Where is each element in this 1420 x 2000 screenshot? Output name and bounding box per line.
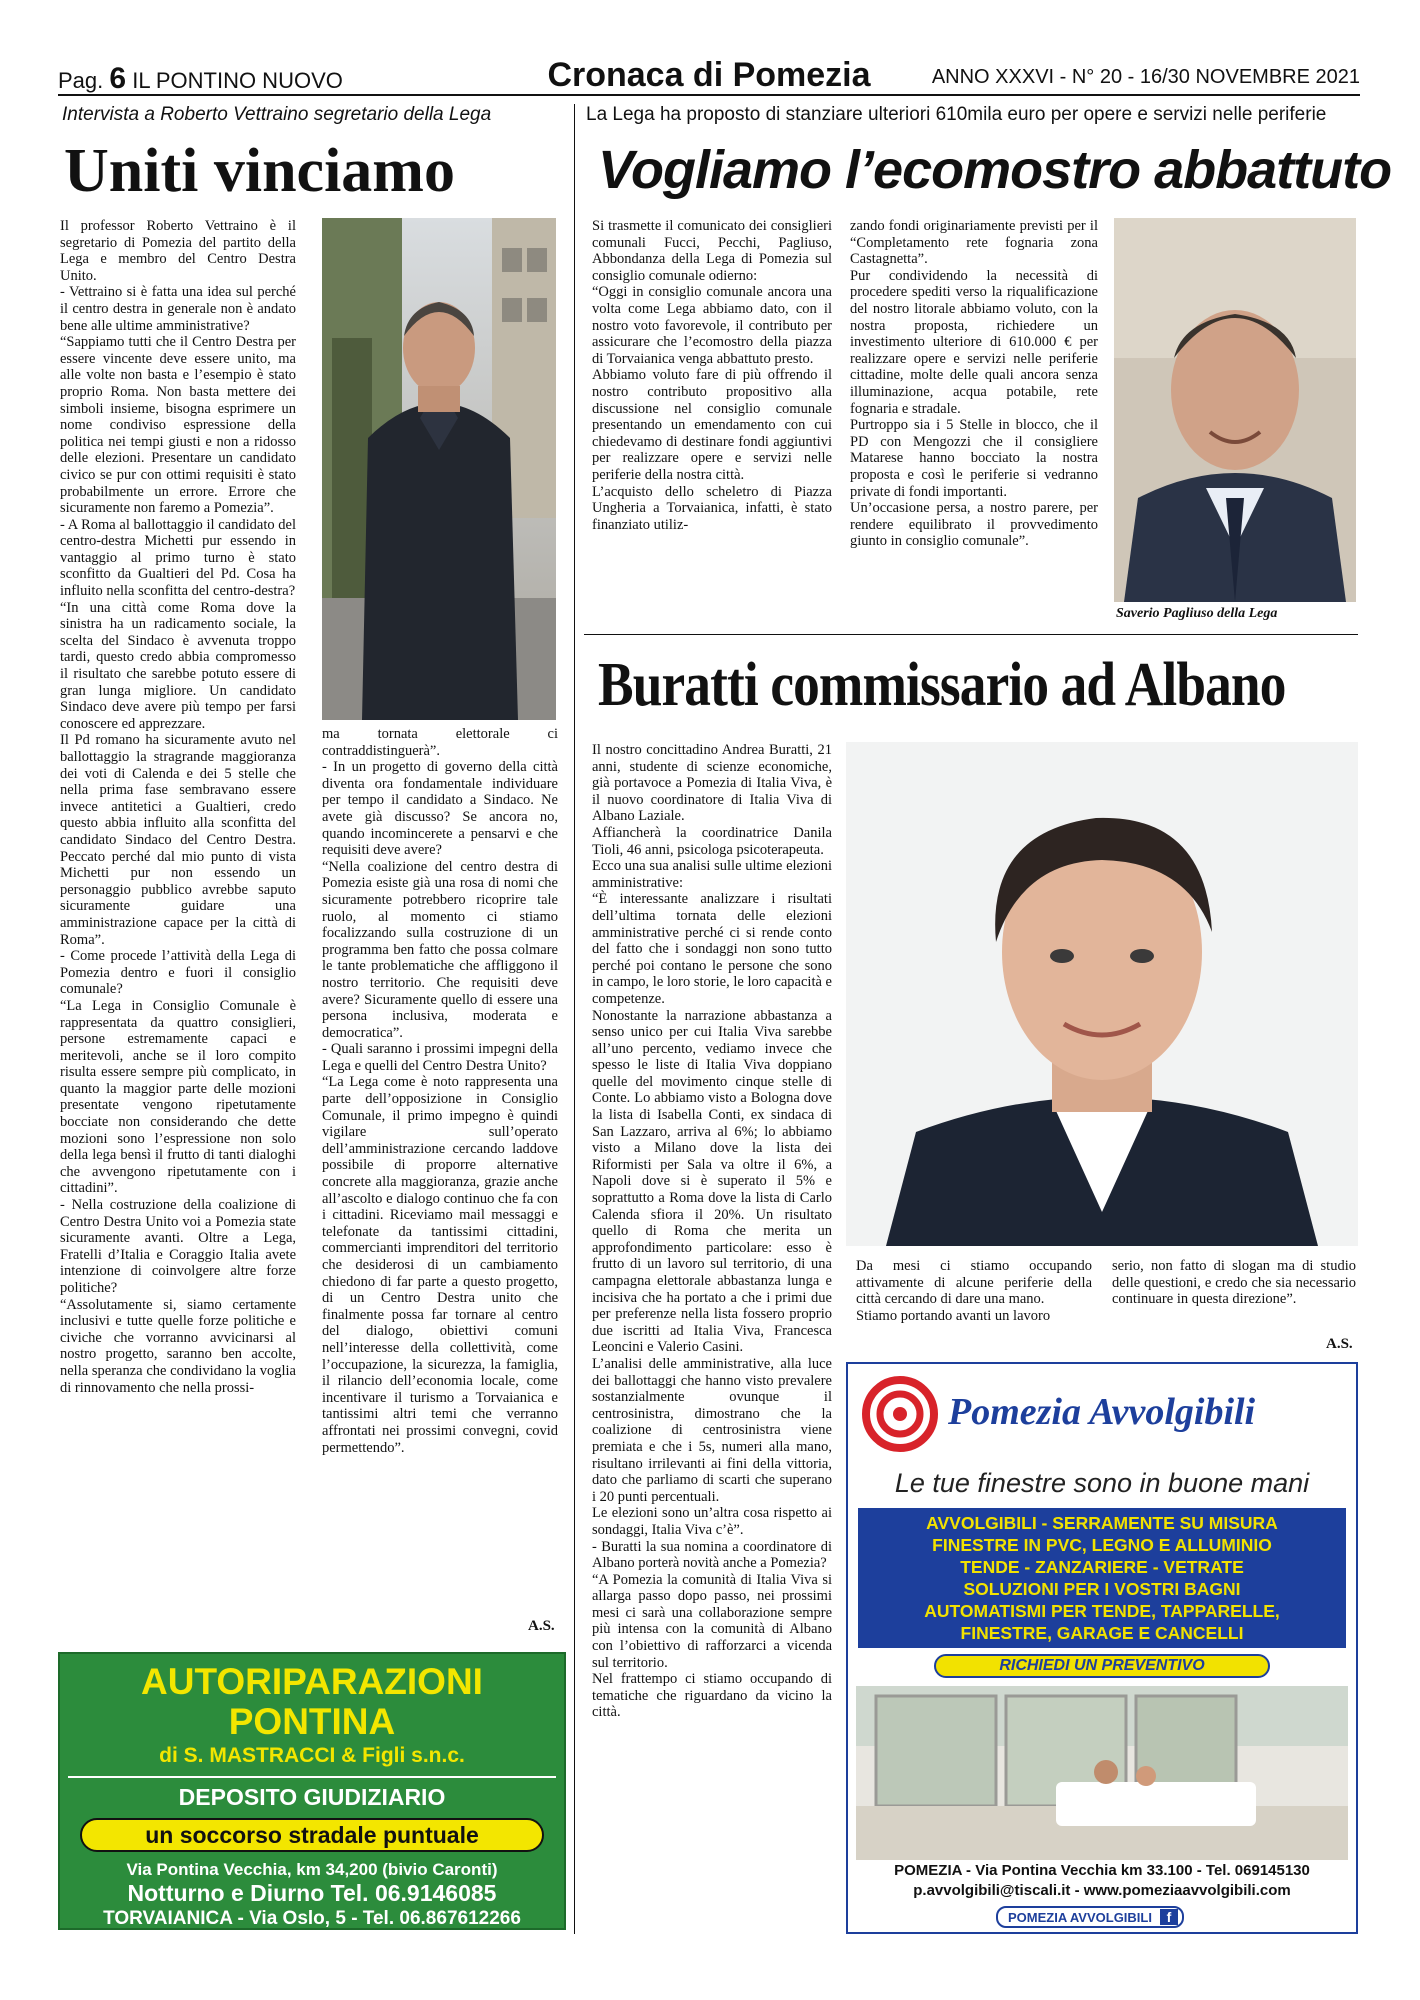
- ad2-service-line: AUTOMATISMI PER TENDE, TAPPARELLE,: [924, 1601, 1280, 1621]
- article3-column-3: serio, non fatto di slogan ma di studio delle questioni, e credo che sia necessario continuare in questa direzione”.: [1112, 1258, 1356, 1308]
- ad-autoriparazioni: [58, 1652, 566, 1930]
- ad2-service-line: SOLUZIONI PER I VOSTRI BAGNI: [963, 1579, 1241, 1599]
- article3-column-1: Il nostro concittadino Andrea Buratti, 21 anni, studente di scienze economiche, già portavoce a Pomezia di Italia Viva, è il nuovo coordinatore di Italia Viva di Albano Laziale. Affiancherà la coordinatrice Danila Tioli, 46 anni, psicologa psicoterapeuta. Ecco una sua analisi sulle ultime elezioni amministrative: “È interessante analizzare i risultati dell’ultima tornata delle elezioni amministrative perché ci si rende conto del fatto che i sondaggi non sono tutto perché poi contano le persone che sono in campo, le loro storie, le loro capacità e competenze. Nonostante la narrazione abbastanza a senso unico per cui Italia Viva sarebbe all’uno percento, vediamo invece che spesso le liste di Italia Viva doppiano quelle del movimento cinque stelle di Conte. Lo abbiamo visto a Bologna dove la lista di Isabella Conti, ex sindaca di San Lazzaro, arriva al 6%; lo abbiamo visto a Milano dove la lista dei Riformisti per Sala va oltre il 6%, a Napoli dove si è superato il 5% e soprattutto a Roma dove la lista di Carlo Calenda sfiora il 20%. Un risultato quello di Roma che merita un approfondimento particolare: esso è frutto di un lavoro sul territorio, di una campagna elettorale abbastanza lunga e incisiva che ha portato a che i primi due per preferenze nella lista fossero proprio due iscritti ad Italia Viva, Francesca Leoncini e Valerio Casini. L’analisi delle amministrative, alla luce dei ballottaggi che hanno visto prevalere sostanzialmente ovunque il centrosinistra, dimostrano che la coalizione di centrosinistra viene premiata e che i 5s, numeri alla mano, risultano irrilevanti ai fini della vittoria, dato che parliamo di scarti che superano i 20 punti percentuali. Le elezioni sono un’altra cosa rispetto ai sondaggi, Italia Viva c’è”. - Buratti la sua nomina a coordinatore di Albano porterà novità anche a Pomezia? “A Pomezia la comunità di Italia Viva si allarga passo dopo passo, nei prossimi mesi ci sarà una collaborazione sempre più intensa con la comunità di Albano con l’obiettivo di rafforzarci a vicenda sul territorio. Nel frattempo ci stiamo occupando di tematiche che riguardano da vicino la città.: [592, 742, 832, 1721]
- photo-roberto-vettraino: [322, 218, 556, 720]
- article2-headline: Vogliamo l’ecomostro abbattuto: [598, 140, 1392, 200]
- article1-column-2: ma tornata elettorale ci contraddistinguerà”. - In un progetto di governo della città diventa ora fondamentale individuare per tempo il candidato a Sindaco. Ne avete già discusso? Se ancora no, quando incomincerete a pensarvi e che requisiti deve avere? “Nella coalizione del centro destra di Pomezia esiste già una rosa di nomi che sicuramente potrebbero ricoprire tale ruolo, al momento ci stiamo focalizzando sulla costruzione di un programma ben fatto che possa colmare le tante problematiche che affliggono il nostro territorio. Che requisiti deve avere? Sicuramente quello di essere una persona inclusiva, moderata e democratica”. - Quali saranno i prossimi impegni della Lega e quelli del Centro Destra Unito? “La Lega come è noto rappresenta una parte dell’opposizione in Consiglio Comunale, il primo impegno è quindi vigilare sull’operato dell’amministrazione cercando laddove possibile di proporre alternative concrete alla maggioranza, grazie anche all’ascolto e dialogo continuo che fa con i cittadini. Riceviamo mail messaggi e telefonate da tantissimi cittadini, commercianti imprenditori del territorio che desiderosi di un cambiamento chiedono di far parte a questo progetto, di un Centro Destra unito che finalmente possa far tornare al centro del dialogo, obiettivi comuni nell’interesse della collettività, come l’occupazione, la sicurezza, la famiglia, il rilancio dell’economia locale, come incentivare il turismo a Torvaianica e tantissimi altri temi che verranno affrontati nei prossimi convegni, covid permettendo”.: [322, 726, 558, 1456]
- ad1-phone: Notturno e Diurno Tel. 06.9146085: [127, 1880, 497, 1906]
- facebook-icon: f: [1160, 1909, 1178, 1925]
- page-header: [58, 56, 1360, 96]
- column-divider: [574, 104, 575, 1934]
- ad2-brand: Pomezia Avvolgibili: [948, 1391, 1256, 1433]
- ad1-title: AUTORIPARAZIONI: [141, 1661, 483, 1702]
- brand-logo-icon: [862, 1376, 938, 1452]
- photo-saverio-pagliuso: [1114, 218, 1356, 602]
- ad2-cta: RICHIEDI UN PREVENTIVO: [934, 1654, 1270, 1678]
- ad1-branch: TORVAIANICA - Via Oslo, 5 - Tel. 06.867612266: [103, 1908, 521, 1929]
- ad2-showroom-photo: [856, 1686, 1348, 1860]
- ad1-subtitle: PONTINA: [228, 1701, 396, 1742]
- article1-kicker: Intervista a Roberto Vettraino segretario della Lega: [62, 104, 492, 125]
- ad2-service-line: AVVOLGIBILI - SERRAMENTE SU MISURA: [926, 1513, 1278, 1533]
- article2-kicker: La Lega ha proposto di stanziare ulteriori 610mila euro per opere e servizi nelle periferie: [586, 104, 1327, 125]
- ad1-company: di S. MASTRACCI & Figli s.n.c.: [159, 1744, 465, 1767]
- ad1-deposit: DEPOSITO GIUDIZIARIO: [178, 1784, 446, 1810]
- article2-column-2: zando fondi originariamente previsti per il “Completamento rete fognaria zona Castagnetta”. Pur condividendo la necessità di procedere spediti verso la riqualificazione del nostro litorale abbiamo voluto, con la nostra proposta, richiedere un investimento ulteriore di 610.000 € per realizzare opere e servizi nelle periferie cittadine, molte delle quali ancora senza illuminazione, acqua potabile, rete fognaria e stradale. Purtroppo sia i 5 Stelle in blocco, che il PD con Mengozzi che il consigliere Matarese hanno bocciato la nostra proposta e così le periferie si vedranno private di fondi importanti. Un’occasione persa, a nostro parere, per rendere equilibrato il provvedimento giunto in consiglio comunale”.: [850, 218, 1098, 550]
- article1-headline: Uniti vinciamo: [64, 137, 455, 205]
- page-number: Pag. 6 IL PONTINO NUOVO: [58, 62, 343, 95]
- photo-andrea-buratti: [846, 742, 1358, 1246]
- ad-pomezia-avvolgibili: [846, 1362, 1358, 1934]
- article3-headline: Buratti commissario ad Albano: [598, 651, 1286, 719]
- ad2-social[interactable]: [996, 1906, 1184, 1928]
- section-title: Cronaca di Pomezia: [547, 56, 871, 94]
- article1-signature: A.S.: [528, 1618, 555, 1634]
- article3-signature: A.S.: [1326, 1336, 1353, 1352]
- photo-caption: Saverio Pagliuso della Lega: [1116, 606, 1278, 621]
- article1-column-1: Il professor Roberto Vettraino è il segretario di Pomezia del partito della Lega e membro del Centro Destra Unito. - Vettraino si è fatta una idea sul perché il centro destra in generale non è andato bene alle ultime amministrative? “Sappiamo tutti che il Centro Destra per essere vincente deve essere unito, ma alle volte non basta e l’esempio è stato proprio Roma. Non basta mettere dei simboli insieme, bisogna esprimere un nome condiviso espressione della politica nei tempi giusti e non a ridosso delle elezioni. Presentare un candidato civico se pur con ottimi requisiti è stato probabilmente un errore. Errore che sicuramente non faremo a Pomezia”. - A Roma al ballottaggio il candidato del centro-destra Michetti pur essendo in vantaggio al primo turno è stato sconfitto da Gualtieri del Pd. Cosa ha influito nella sconfitta del centro-destra? “In una città come Roma dove la sinistra ha un radicamento sociale, la scelta del Sindaco è avvenuta troppo tardi, questo credo abbia compromesso il risultato che sarebbe potuto essere di gran lunga migliore. Un candidato Sindaco deve avere più tempo per farsi conoscere ed apprezzare. Il Pd romano ha sicuramente avuto nel ballottaggio la stragrande maggioranza dei voti di Calenda e dei 5 stelle che nella prima fase sembravano essere invece antitetici a Gualtieri, credo questo abbia influito alla sconfitta del candidato Sindaco del Centro Destra. Peccato perché dal mio punto di vista Michetti pur non essendo un personaggio pubblico avrebbe saputo sicuramente guidare una amministrazione capace per la città di Roma”. - Come procede l’attività della Lega di Pomezia dentro e fuori il consiglio comunale? “La Lega in Consiglio Comunale è rappresentata da quattro consiglieri, persone estremamente capaci e meritevoli, anche se il loro compito risulta essere sempre più complicato, in quanto la maggior parte delle mozioni presentate vengono ripetutamente bocciate non considerando che dette mozioni sono l’espressione non solo della lega bensì il frutto di tanti dialoghi che avvengono ripetutamente con i cittadini”. - Nella costruzione della coalizione di Centro Destra Unito voi a Pomezia state sicuramente avanti. Oltre a Lega, Fratelli d’Italia e Coraggio Italia avete intenzione di coinvolgere altre forze politiche? “Assolutamente si, siamo certamente inclusivi e tutte quelle forze politiche e civiche che vorranno avvicinarsi al nostro progetto, saranno ben accolte, nella speranza che condividano la voglia di rinnovamento che nella prossi-: [60, 218, 296, 1396]
- ad2-address: POMEZIA - Via Pontina Vecchia km 33.100 - Tel. 069145130: [894, 1862, 1310, 1879]
- ad1-address: Via Pontina Vecchia, km 34,200 (bivio Caronti): [126, 1860, 498, 1879]
- ad2-services: [858, 1508, 1346, 1648]
- ad2-service-line: FINESTRE, GARAGE E CANCELLI: [960, 1623, 1244, 1643]
- article3-column-2: Da mesi ci stiamo occupando attivamente di alcune periferie della città cercando di dare una mano. Stiamo portando avanti un lavoro: [856, 1258, 1092, 1324]
- ad2-service-line: FINESTRE IN PVC, LEGNO E ALLUMINIO: [932, 1535, 1272, 1555]
- ad2-contacts: p.avvolgibili@tiscali.it - www.pomeziaavvolgibili.com: [913, 1882, 1291, 1899]
- ad1-slogan: un soccorso stradale puntuale: [80, 1818, 544, 1852]
- article2-column-1: Si trasmette il comunicato dei consiglieri comunali Fucci, Pecchi, Pagliuso, Abbondanza della Lega di Pomezia sul consiglio comunale odierno: “Oggi in consiglio comunale ancora una volta come Lega abbiamo dato, con il nostro voto favorevole, il contributo per assicurare che l’ecomostro della piazza di Torvaianica venga abbattuto presto. Abbiamo voluto fare di più offrendo il nostro contributo propositivo alla discussione nel consiglio comunale presentando un emendamento con cui chiedevamo di destinare fondi aggiuntivi per realizzare opere e servizi nelle periferie della nostra città. L’acquisto dello scheletro di Piazza Ungheria a Torvaianica, infatti, è stato finanziato utiliz-: [592, 218, 832, 533]
- ad2-service-line: TENDE - ZANZARIERE - VETRATE: [960, 1557, 1244, 1577]
- ad1-divider: [68, 1776, 556, 1778]
- issue-info: ANNO XXXVI - N° 20 - 16/30 NOVEMBRE 2021: [931, 66, 1360, 88]
- ad2-social-label: POMEZIA AVVOLGIBILI: [1008, 1910, 1152, 1925]
- ad2-tagline: Le tue finestre sono in buone mani: [894, 1468, 1310, 1498]
- section-divider: [584, 634, 1358, 635]
